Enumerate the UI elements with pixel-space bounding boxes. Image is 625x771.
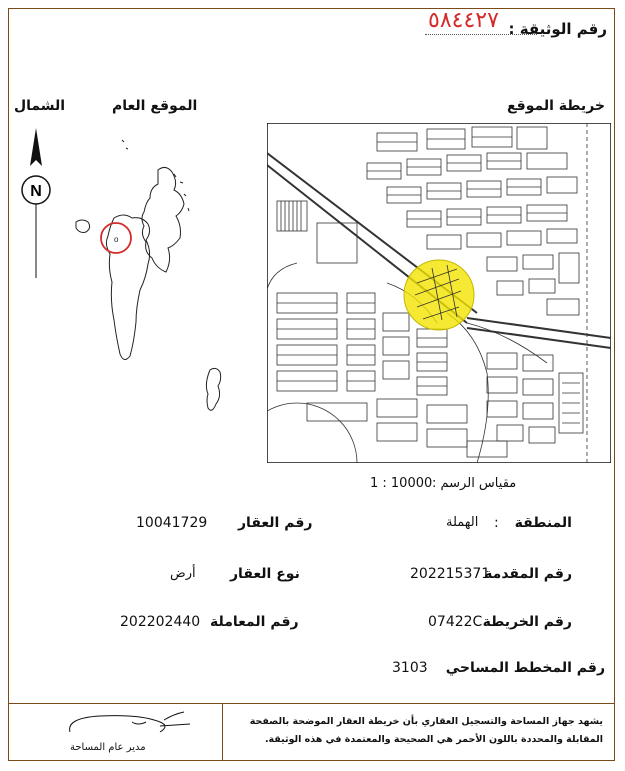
application-no-label: رقم المقدمة [484,566,572,582]
north-arrow-icon [16,128,56,283]
footer-top-border [8,703,615,704]
location-map [267,123,611,463]
doc-number-stamp: ٥٨٤٤٢٧ [428,8,499,33]
region-label: المنطقة [514,515,572,531]
region-value: الهملة [446,515,479,530]
scale-value: 1 : 10000 [370,476,433,491]
scale-label: مقياس الرسم : [432,476,517,491]
transaction-no-label: رقم المعاملة [210,614,299,630]
certification-line-1: يشهد جهاز المساحة والتسجيل العقاري بأن خريطة العقار الموضحة بالصفحة [249,716,603,727]
application-no-value: 202215371 [410,566,491,582]
doc-number-underline [425,34,537,35]
region-separator: : [494,515,499,531]
country-outline-map [70,130,240,445]
doc-number-label: رقم الوثيقة : [508,20,607,38]
north-label: الشمال [14,98,66,114]
map-no-value: 07422C [428,614,483,630]
certification-line-2: المقابلة والمحددة باللون الأحمر هي الصحيحة والمعتمدة في هذه الوثيقة. [264,734,603,745]
property-no-label: رقم العقار [238,515,313,531]
signature [60,706,200,742]
property-type-value: أرض [170,566,196,581]
property-no-value: 10041729 [136,515,208,531]
location-map-label: خريطة الموقع [506,98,605,114]
survey-plan-no-label: رقم المخطط المساحي [445,660,605,676]
transaction-no-value: 202202440 [120,614,201,630]
survey-plan-no-value: 3103 [392,660,428,676]
svg-text:o: o [114,235,119,244]
map-no-label: رقم الخريطة [482,614,572,630]
property-type-label: نوع العقار [230,566,300,582]
general-location-label: الموقع العام [112,98,198,114]
signatory-title: مدير عام المساحة [70,742,146,753]
svg-text:N: N [30,183,42,200]
footer-divider [222,703,223,761]
